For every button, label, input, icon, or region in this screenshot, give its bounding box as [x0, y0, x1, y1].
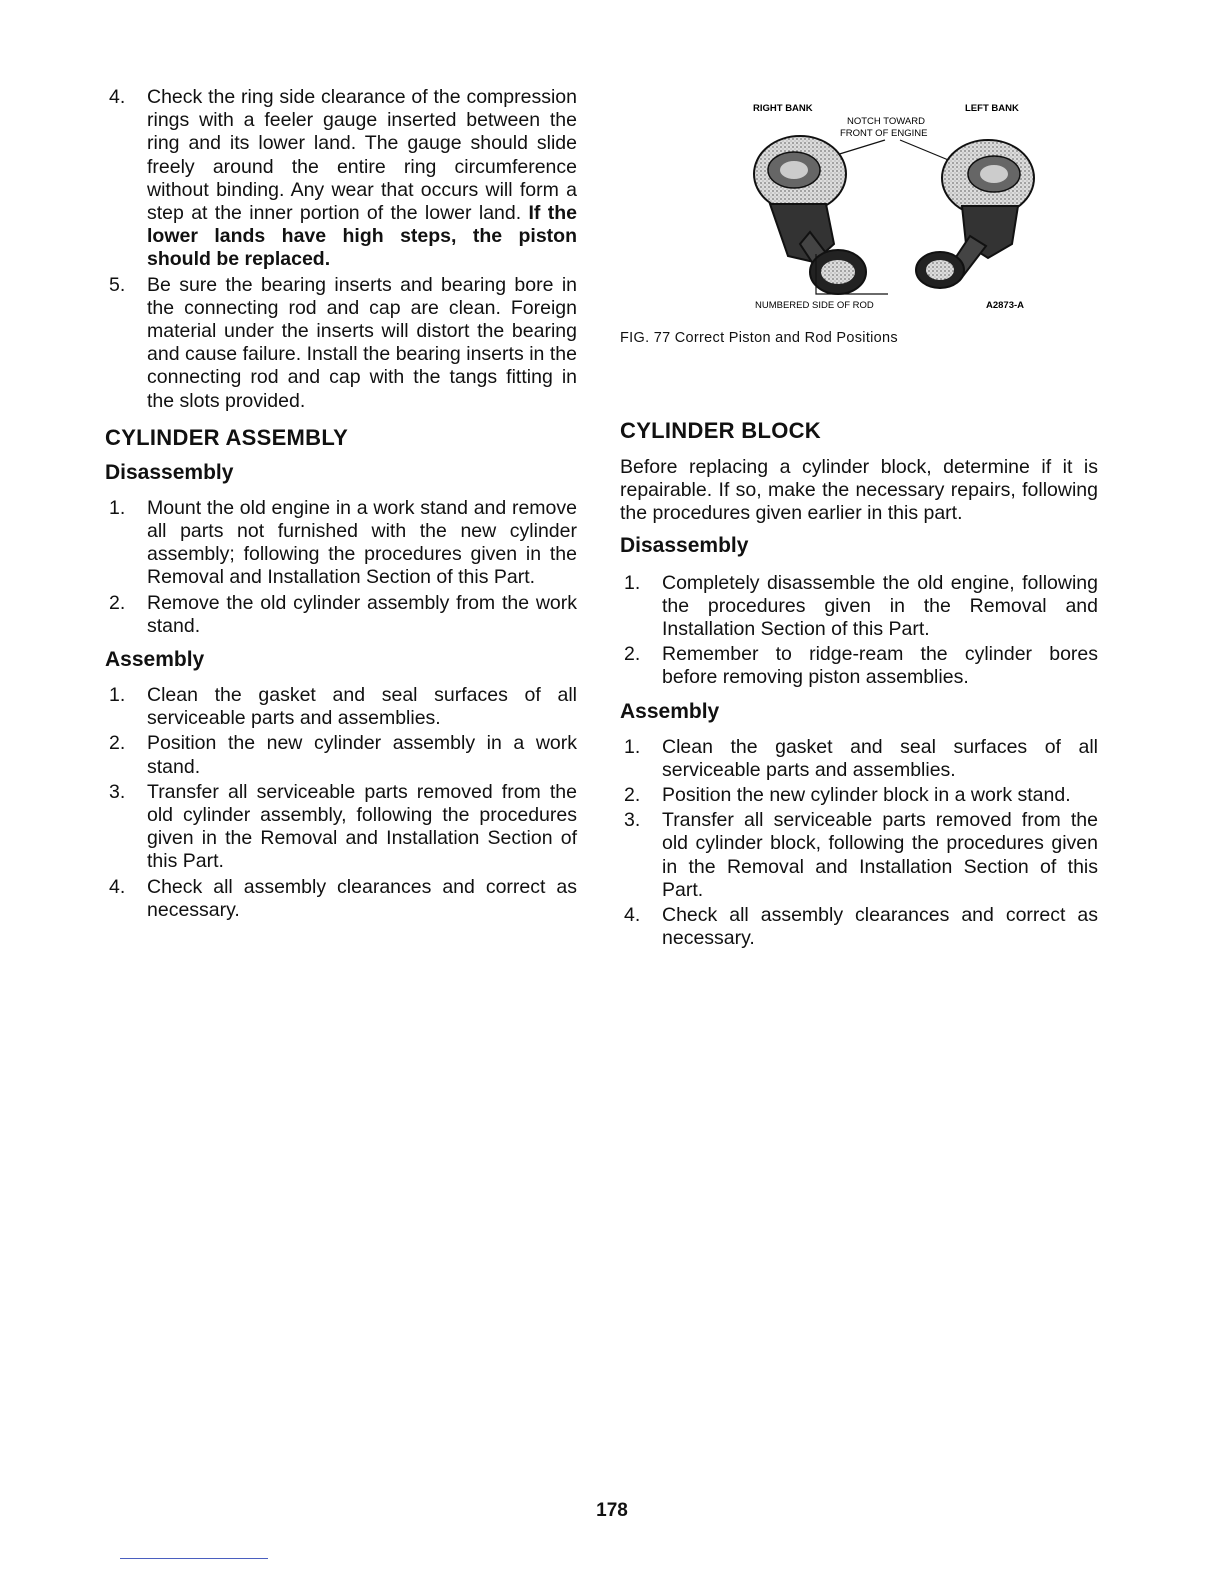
continued-steps-list	[105, 86, 577, 413]
cylinder-block-intro: Before replacing a cylinder block, determine if it is repairable. If so, make the necessary repairs, following the procedures given earlier in this part.	[620, 456, 1098, 525]
list-item: 1. Mount the old engine in a work stand and remove all parts not furnished with the new cylinder assembly; following the procedures given in the Removal and Installation Section of this Part.	[109, 496, 577, 589]
right-bank-label: RIGHT BANK	[753, 103, 813, 114]
list-item: 2. Position the new cylinder assembly in a work stand.	[109, 732, 577, 778]
assembly-list	[105, 684, 577, 922]
step-text: Be sure the bearing inserts and bearing bore in the connecting rod and cap are clean. Foreign material under the inserts will distort the bearing and cause failure. Install the bearing inserts in the connecting rod and cap with the tangs fitting in the slots provided.	[147, 273, 577, 412]
left-bank-rod-cap	[916, 252, 964, 288]
figure-piston-rod-positions	[620, 86, 1098, 332]
assembly-list	[620, 736, 1098, 951]
notch-label-line1: NOTCH TOWARD	[847, 116, 925, 127]
list-item: 1. Clean the gasket and seal surfaces of all serviceable parts and assemblies.	[624, 735, 1098, 781]
list-item: 3. Transfer all serviceable parts removed from the old cylinder block, following the procedures given in the Removal and Installation Section of this Part.	[624, 809, 1098, 901]
notch-label-line2: FRONT OF ENGINE	[840, 128, 928, 139]
list-item: 2. Remember to ridge-ream the cylinder bores before removing piston assemblies.	[624, 643, 1098, 689]
list-item: 2. Remove the old cylinder assembly from the work stand.	[109, 591, 577, 637]
numbered-side-label: NUMBERED SIDE OF ROD	[755, 300, 874, 311]
scan-artifact-line	[120, 1558, 268, 1559]
list-item: 3. Transfer all serviceable parts removed from the old cylinder assembly, following the procedures given in the Removal and Installation Section of this Part.	[109, 780, 577, 873]
list-item: 1. Clean the gasket and seal surfaces of all serviceable parts and assemblies.	[109, 684, 577, 730]
disassembly-list	[105, 497, 577, 638]
disassembly-list	[620, 572, 1098, 690]
subheading-assembly: Assembly	[105, 648, 205, 672]
list-item: 4. Check the ring side clearance of the compression rings with a feeler gauge inserted between the ring and its lower land. The gauge should slide freely around the entire ring circumference without binding. Any wear that occurs will form a step at the inner portion of the lower land. If the lower lands have high steps, the piston should be replaced.	[109, 86, 577, 271]
section-title-cylinder-block: CYLINDER BLOCK	[620, 418, 821, 443]
step-text: Check the ring side clearance of the compression rings with a feeler gauge inserted between the ring and its lower land. The gauge should slide freely around the entire ring circumference without binding. Any wear that occurs will form a step at the inner portion of the lower land.	[147, 86, 577, 225]
figure-caption: FIG. 77 Correct Piston and Rod Positions	[620, 330, 898, 346]
list-item: 1. Completely disassemble the old engine, following the procedures given in the Removal and Installation Section of this Part.	[624, 571, 1098, 641]
page-number: 178	[596, 1500, 628, 1521]
subheading-assembly: Assembly	[620, 699, 720, 723]
subheading-disassembly: Disassembly	[620, 533, 749, 557]
section-title-cylinder-assembly: CYLINDER ASSEMBLY	[105, 424, 349, 450]
right-column	[620, 86, 1098, 950]
list-item: 5. Be sure the bearing inserts and bearing bore in the connecting rod and cap are clean. Foreign material under the inserts will distort the bearing and cause failure. Install the bearing inserts in the connecting rod and cap with the tangs fitting in the slots provided.	[109, 273, 577, 412]
list-item: 4. Check all assembly clearances and correct as necessary.	[624, 904, 1098, 950]
subheading-disassembly: Disassembly	[105, 460, 234, 484]
left-bank-label: LEFT BANK	[965, 103, 1019, 114]
figure-code: A2873-A	[986, 300, 1025, 311]
piston-rod-illustration	[620, 86, 1098, 332]
right-bank-rod-cap	[810, 250, 866, 294]
step-warning: If the lower lands have high steps, the piston should be replaced.	[147, 202, 577, 271]
left-column	[105, 86, 577, 922]
list-item: 4. Check all assembly clearances and correct as necessary.	[109, 875, 577, 921]
list-item: 2. Position the new cylinder block in a work stand.	[624, 784, 1071, 807]
